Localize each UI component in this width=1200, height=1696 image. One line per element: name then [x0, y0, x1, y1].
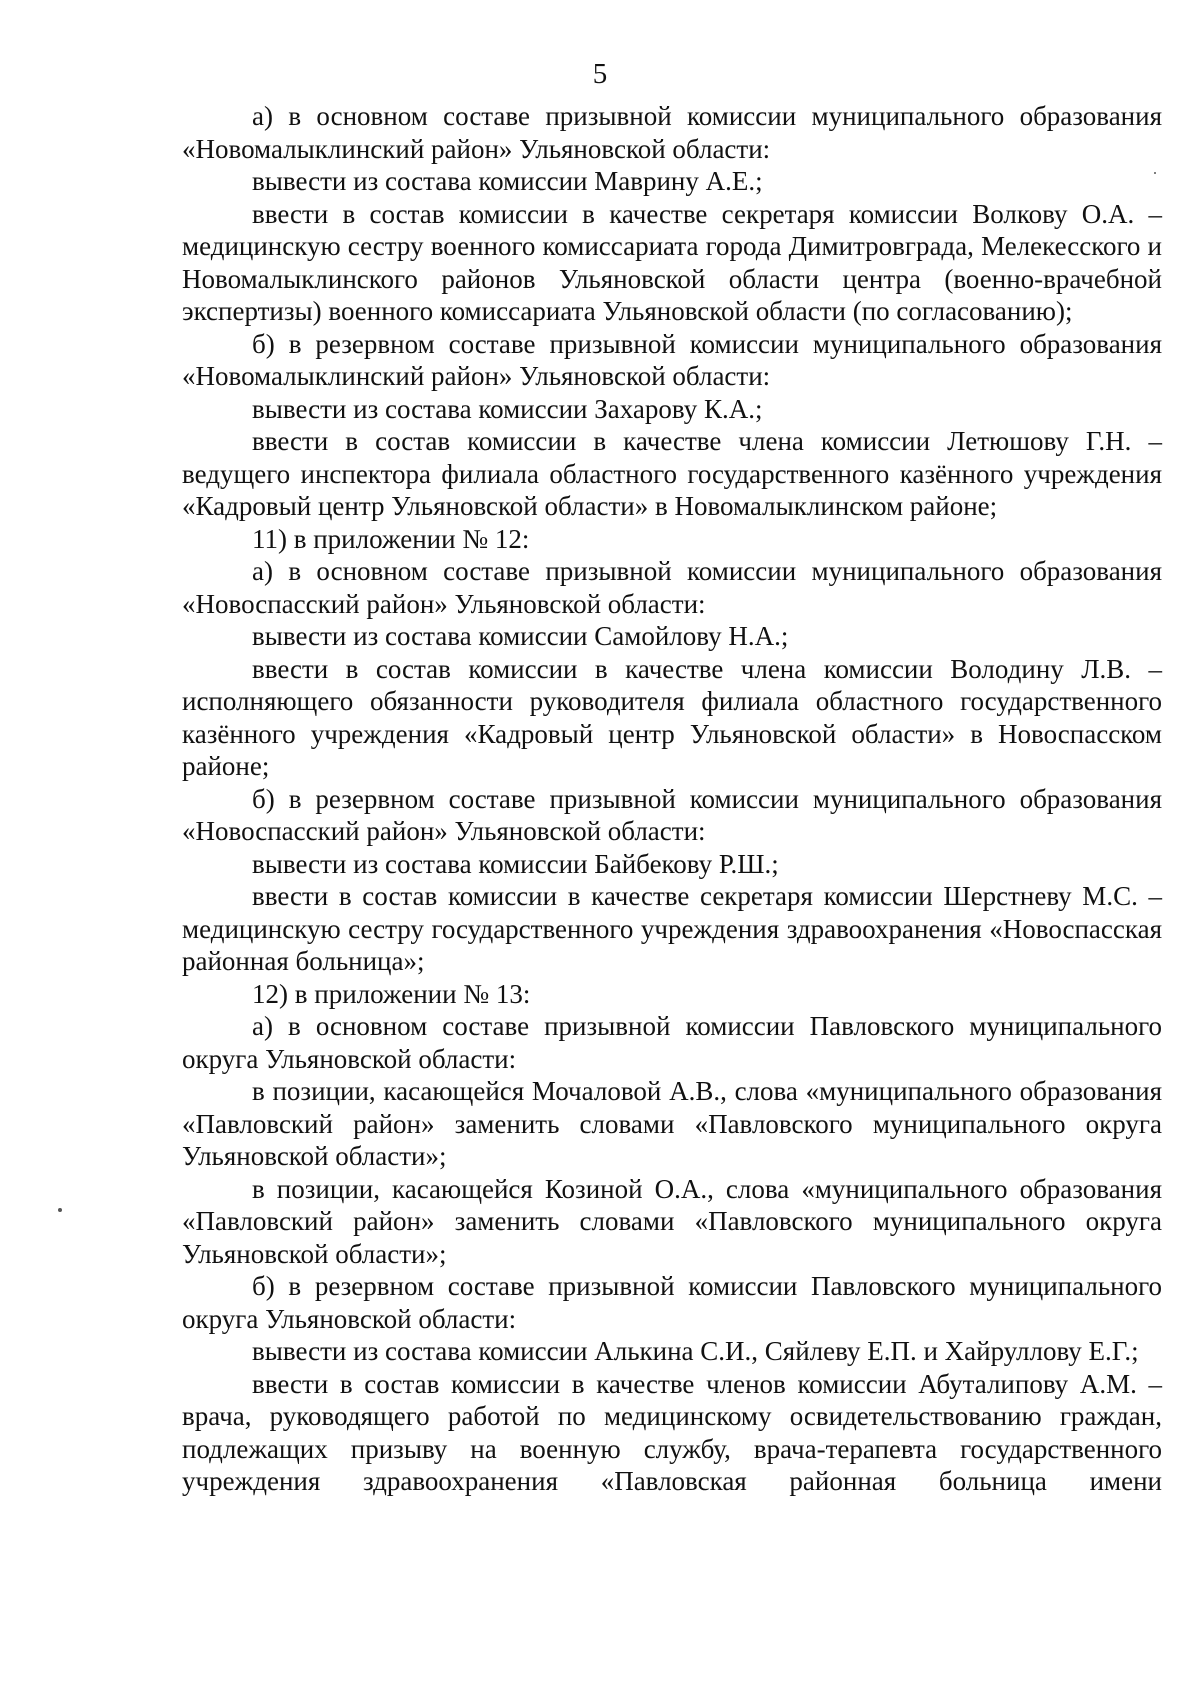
paragraph: вывести из состава комиссии Самойлову Н.А.;	[252, 621, 789, 651]
paragraph: ввести в состав комиссии в качестве членов комиссии Абуталипову А.М. – врача, руководящего работой по медицинскому освидетельствованию граждан, подлежащих призыву на военную службу, врача-терапевта государственного учреждения здравоохранения «Павловская районная больница имени	[182, 1368, 1162, 1496]
paragraph: б) в резервном составе призывной комиссии муниципального образования «Новомалыклинский район» Ульяновской области:	[182, 328, 1162, 391]
paragraph: вывести из состава комиссии Байбекову Р.Ш.;	[252, 848, 779, 879]
paragraph: ввести в состав комиссии в качестве члена комиссии Володину Л.В. – исполняющего обязанности руководителя филиала областного государственного казённого учреждения «Кадровый центр Ульяновской области» в Новоспасском районе;	[182, 653, 1162, 781]
document-body	[182, 100, 1162, 1498]
paragraph: ввести в состав комиссии в качестве члена комиссии Летюшову Г.Н. – ведущего инспектора филиала областного государственного казённого учреждения «Кадровый центр Ульяновской области» в Новомалыклинском районе;	[182, 426, 1162, 521]
paragraph: вывести из состава комиссии Маврину А.Е.;	[252, 166, 763, 196]
paragraph: а) в основном составе призывной комиссии муниципального образования «Новомалыклинский район» Ульяновской области:	[182, 101, 1162, 164]
paragraph: вывести из состава комиссии Алькина С.И., Сяйлеву Е.П. и Хайруллову Е.Г.;	[252, 1336, 1139, 1366]
page-number: 5	[592, 58, 608, 90]
paragraph: 11) в приложении № 12:	[252, 523, 530, 554]
paragraph: ввести в состав комиссии в качестве секретаря комиссии Шерстневу М.С. – медицинскую сестру государственного учреждения здравоохранения «Новоспасская районная больница»;	[182, 881, 1162, 976]
paragraph: б) в резервном составе призывной комиссии Павловского муниципального округа Ульяновской области:	[182, 1271, 1162, 1334]
paragraph: вывести из состава комиссии Захарову К.А.;	[252, 393, 763, 424]
scan-speck	[1154, 172, 1156, 174]
paragraph: в позиции, касающейся Козиной О.А., слова «муниципального образования «Павловский район» заменить словами «Павловского муниципального округа Ульяновской области»;	[182, 1173, 1162, 1269]
paragraph: а) в основном составе призывной комиссии муниципального образования «Новоспасский район» Ульяновской области:	[182, 556, 1162, 619]
scan-speck	[58, 1208, 62, 1212]
paragraph: 12) в приложении № 13:	[252, 978, 531, 1009]
paragraph: в позиции, касающейся Мочаловой А.В., слова «муниципального образования «Павловский район» заменить словами «Павловского муниципального округа Ульяновской области»;	[182, 1076, 1162, 1171]
paragraph: б) в резервном составе призывной комиссии муниципального образования «Новоспасский район» Ульяновской области:	[182, 783, 1162, 846]
paragraph: а) в основном составе призывной комиссии Павловского муниципального округа Ульяновской области:	[182, 1011, 1162, 1074]
paragraph: ввести в состав комиссии в качестве секретаря комиссии Волкову О.А. – медицинскую сестру военного комиссариата города Димитровграда, Мелекесского и Новомалыклинского районов Ульяновской области центра (военно-врачебной экспертизы) военного комиссариата Ульяновской области (по согласованию);	[182, 198, 1162, 326]
